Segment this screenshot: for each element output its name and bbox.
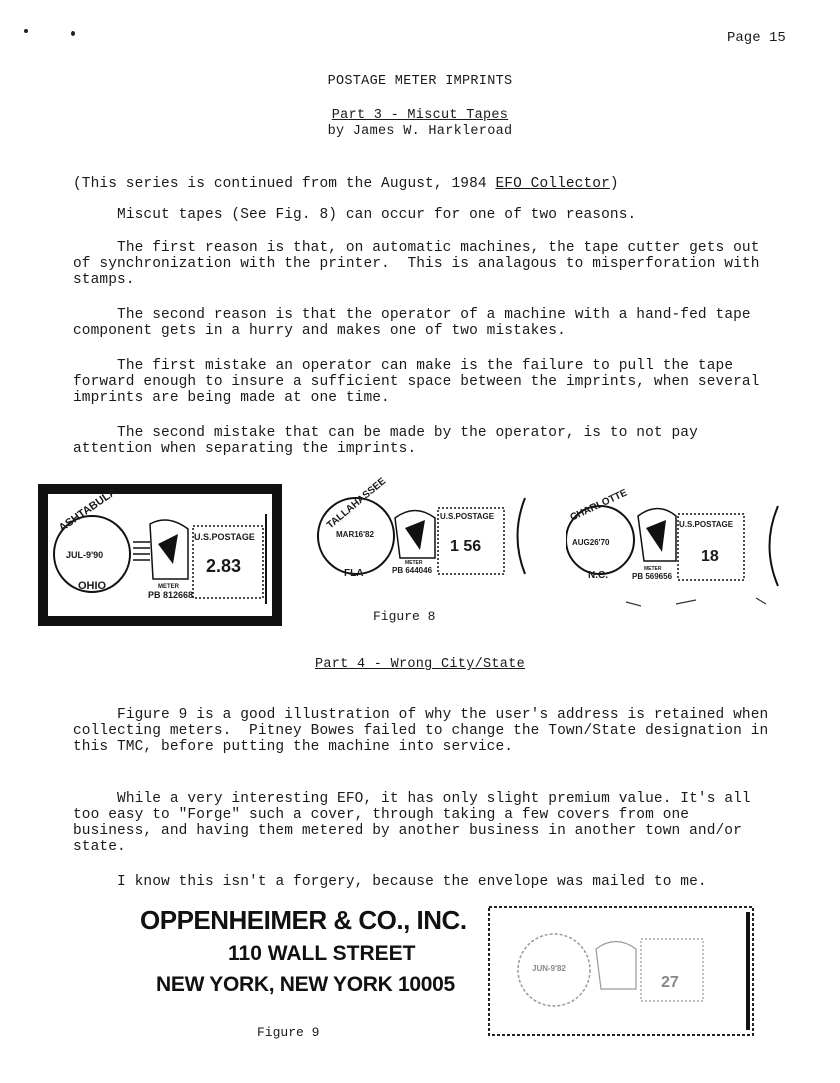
stamp1-amount: 2.83 <box>206 556 242 576</box>
paragraph-1: Miscut tapes (See Fig. 8) can occur for one of two reasons. <box>73 207 637 223</box>
part4-title: Part 4 - Wrong City/State <box>314 657 526 672</box>
stamp1-state: OHIO <box>78 580 107 592</box>
intro-prefix: (This series is continued from the August, 1984 <box>73 176 496 192</box>
scan-speck <box>24 29 28 33</box>
part4-title-wrap <box>0 657 840 672</box>
paragraph-5: The second mistake that can be made by the operator, is to not pay attention when separating the imprints. <box>73 425 707 457</box>
stamp3-meter: PB 569656 <box>632 572 673 581</box>
figure9-envelope-stamp <box>486 904 756 1038</box>
paragraph-4: The first mistake an operator can make is the failure to pull the tape forward enough to insure a sufficient space between the imprints, when several imprints are being made at one time. <box>73 358 769 406</box>
stamp1-meter-word: METER <box>158 584 179 590</box>
figure8-caption: Figure 8 <box>373 609 436 624</box>
paragraph-8: I know this isn't a forgery, because the envelope was mailed to me. <box>73 874 707 890</box>
stamp3-date: AUG26'70 <box>572 538 610 547</box>
intro-paragraph <box>73 176 773 192</box>
stamp2-postage-label: U.S.POSTAGE <box>440 512 495 521</box>
stamp2-meter-word: METER <box>405 560 423 566</box>
figure9-company: OPPENHEIMER & CO., INC. <box>140 905 467 935</box>
stamp2-date: MAR16'82 <box>336 530 374 539</box>
paragraph-6: Figure 9 is a good illustration of why the user's address is retained when collecting meters. Pitney Bowes failed to change the Town/State designation in this TMC, before putting the machine into service. <box>73 707 778 755</box>
figure9-street: 110 WALL STREET <box>228 942 416 965</box>
part3-title-wrap <box>0 108 840 123</box>
series-title: POSTAGE METER IMPRINTS <box>327 74 513 89</box>
intro-publication: EFO Collector <box>495 176 610 192</box>
paragraph-3: The second reason is that the operator of a machine with a hand-fed tape component gets in a hurry and makes one of two mistakes. <box>73 307 760 339</box>
figure9-city: NEW YORK, NEW YORK 10005 <box>156 973 455 996</box>
figure9-caption: Figure 9 <box>257 1025 320 1040</box>
part3-title: Part 3 - Miscut Tapes <box>331 108 509 123</box>
stamp3-postage-label: U.S.POSTAGE <box>679 520 734 529</box>
figure8-stamp-charlotte <box>566 486 780 612</box>
paragraph-2: The first reason is that, on automatic machines, the tape cutter gets out of synchronization with the printer. This is analagous to misperforation with stamps. <box>73 240 769 288</box>
paragraph-7: While a very interesting EFO, it has only slight premium value. It's all too easy to "Forge" such a cover, through taking a few covers from one business, and having them metered by another business in another town and/or state. <box>73 791 760 855</box>
stamp2-amount: 1 56 <box>450 538 482 555</box>
stamp3-city: CHARLOTTE <box>568 487 630 524</box>
figure9-envelope-graphic <box>486 904 756 1038</box>
figure9-stamp-amount: 27 <box>661 974 679 991</box>
stamp3-amount: 18 <box>701 548 719 565</box>
stamp1-date: JUL-9'90 <box>66 550 104 560</box>
figure9-stamp-date: JUN-9'82 <box>532 964 566 973</box>
byline: by James W. Harkleroad <box>327 124 513 139</box>
stamp2-state: FLA <box>344 568 364 579</box>
page-number: Page 15 <box>727 30 786 46</box>
stamp1-postage-label: U.S.POSTAGE <box>194 532 255 542</box>
stamp2-city: TALLAHASSEE <box>325 475 389 532</box>
intro-suffix: ) <box>609 176 619 192</box>
stamp1-city: ASHTABULA <box>56 485 119 535</box>
figure8-stamp-ashtabula <box>38 484 282 626</box>
stamp2-meter: PB 644046 <box>392 566 433 575</box>
stamp3-state: N.C. <box>588 570 608 581</box>
scan-speck <box>71 31 75 36</box>
stamp1-meter: PB 812668 <box>148 590 194 600</box>
figure8-stamp-tallahassee <box>310 475 536 590</box>
stamp3-meter-word: METER <box>644 566 662 572</box>
